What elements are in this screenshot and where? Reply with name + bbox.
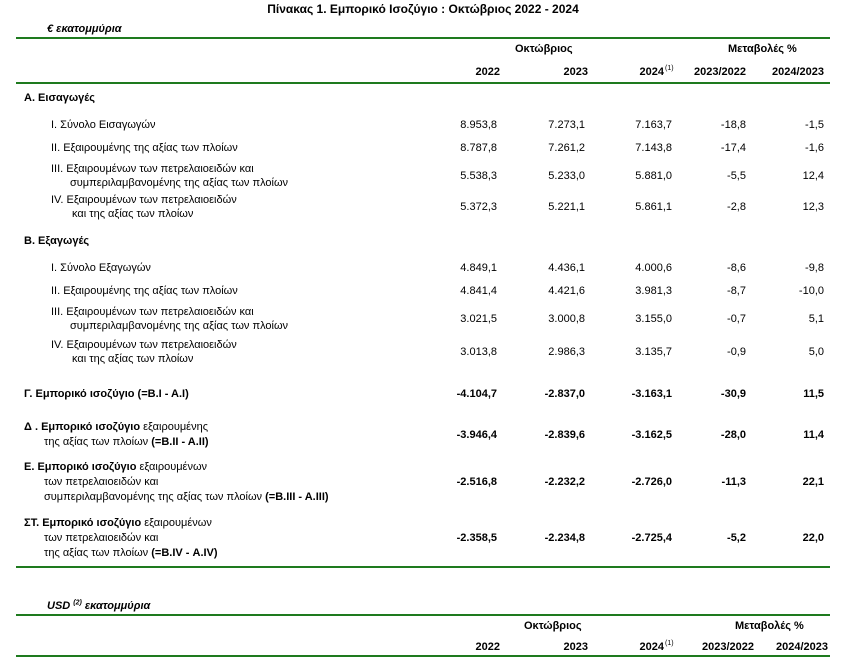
row-label: I. Σύνολο Εξαγωγών [51, 262, 151, 274]
cell: -2,8 [727, 201, 746, 213]
cell: -18,8 [720, 119, 746, 131]
cell: 3.135,7 [635, 346, 672, 358]
table-top-rule [16, 37, 830, 39]
usd-header-rule [16, 655, 830, 657]
cell: 7.273,1 [548, 119, 585, 131]
cell: 3.981,3 [635, 285, 672, 297]
cell: 5,1 [808, 313, 824, 325]
cell: -1,5 [805, 119, 824, 131]
header-rule [16, 82, 830, 84]
row-label-cont: και της αξίας των πλοίων [72, 353, 194, 365]
balance-label-cont: των πετρελαιοειδών και [44, 476, 159, 488]
cell: -8,6 [727, 262, 746, 274]
cell: 12,3 [802, 201, 824, 213]
cell: 5.233,0 [548, 170, 585, 182]
cell: -2.726,0 [631, 476, 672, 488]
cell: -30,9 [720, 388, 746, 400]
usd-header-2023-2022: 2023/2022 [702, 641, 754, 653]
usd-header-changes: Μεταβολές % [735, 620, 804, 632]
cell: 5,0 [808, 346, 824, 358]
row-label: I. Σύνολο Εισαγωγών [51, 119, 156, 131]
cell: -2.358,5 [456, 532, 497, 544]
header-october: Οκτώβριος [515, 43, 573, 55]
balance-label: Γ. Εμπορικό ισοζύγιο (=Β.Ι - Α.Ι) [24, 388, 189, 400]
cell: -4.104,7 [456, 388, 497, 400]
cell: 7.143,8 [635, 142, 672, 154]
cell: -9,8 [805, 262, 824, 274]
header-2023-2022: 2023/2022 [694, 66, 746, 78]
cell: 8.787,8 [460, 142, 497, 154]
cell: -2.725,4 [631, 532, 672, 544]
header-changes: Μεταβολές % [728, 43, 797, 55]
cell: 11,5 [803, 388, 824, 400]
cell: 2.986,3 [548, 346, 585, 358]
row-label: IV. Εξαιρουμένων των πετρελαιοειδών [51, 339, 237, 351]
cell: -2.516,8 [456, 476, 497, 488]
balance-label: Ε. Εμπορικό ισοζύγιο εξαιρουμένων [24, 461, 208, 473]
section-imports: Α. Εισαγωγές [24, 92, 95, 104]
row-label: IV. Εξαιρουμένων των πετρελαιοειδών [51, 194, 237, 206]
cell: 7.261,2 [548, 142, 585, 154]
header-2024-footnote: (1) [665, 65, 674, 72]
cell: 3.021,5 [460, 313, 497, 325]
row-label: II. Εξαιρουμένης της αξίας των πλοίων [51, 285, 238, 297]
balance-label: Δ . Εμπορικό ισοζύγιο εξαιρουμένης [24, 421, 208, 433]
balance-label-cont: της αξίας των πλοίων (=Β.ΙΙ - Α.ΙΙ) [44, 436, 209, 448]
cell: 5.221,1 [548, 201, 585, 213]
cell: 5.372,3 [460, 201, 497, 213]
cell: -5,2 [727, 532, 746, 544]
cell: 4.436,1 [548, 262, 585, 274]
cell: 4.849,1 [460, 262, 497, 274]
usd-header-2024: 2024 [639, 641, 664, 653]
cell: 22,0 [802, 532, 824, 544]
row-label-cont: συμπεριλαμβανομένης της αξίας των πλοίων [70, 320, 289, 332]
usd-header-2022: 2022 [475, 641, 500, 653]
cell: 4.000,6 [635, 262, 672, 274]
cell: -11,3 [721, 476, 746, 488]
row-label-cont: συμπεριλαμβανομένης της αξίας των πλοίων [70, 177, 289, 189]
row-label: III. Εξαιρουμένων των πετρελαιοειδών και [51, 163, 254, 175]
section-exports: Β. Εξαγωγές [24, 235, 90, 247]
unit-label-eur: € εκατομμύρια [47, 23, 122, 35]
balance-label-cont: των πετρελαιοειδών και [44, 532, 159, 544]
cell: 4.841,4 [460, 285, 497, 297]
cell: -3.946,4 [456, 429, 497, 441]
cell: 3.013,8 [460, 346, 497, 358]
row-label: III. Εξαιρουμένων των πετρελαιοειδών και [51, 306, 254, 318]
cell: -5,5 [727, 170, 746, 182]
cell: 4.421,6 [548, 285, 585, 297]
cell: 3.155,0 [635, 313, 672, 325]
header-2024: 2024 [639, 66, 664, 78]
cell: -2.232,2 [544, 476, 585, 488]
header-2024-2023: 2024/2023 [772, 66, 824, 78]
cell: 11,4 [803, 429, 824, 441]
cell: -2.837,0 [544, 388, 585, 400]
cell: -2.234,8 [544, 532, 585, 544]
cell: 22,1 [802, 476, 824, 488]
cell: -0,7 [727, 313, 746, 325]
cell: -2.839,6 [544, 429, 585, 441]
usd-header-2023: 2023 [563, 641, 588, 653]
usd-header-2024-footnote: (1) [665, 640, 674, 647]
usd-header-october: Οκτώβριος [524, 620, 582, 632]
row-label: II. Εξαιρουμένης της αξίας των πλοίων [51, 142, 238, 154]
cell: 5.861,1 [635, 201, 672, 213]
cell: 12,4 [802, 170, 824, 182]
usd-header-2024-2023: 2024/2023 [776, 641, 828, 653]
header-2023: 2023 [563, 66, 588, 78]
table-bottom-rule [16, 566, 830, 568]
row-label-cont: και της αξίας των πλοίων [72, 208, 194, 220]
cell: -28,0 [720, 429, 746, 441]
cell: 3.000,8 [548, 313, 585, 325]
cell: -10,0 [798, 285, 824, 297]
cell: -8,7 [727, 285, 746, 297]
cell: 5.881,0 [635, 170, 672, 182]
balance-label: ΣΤ. Εμπορικό ισοζύγιο εξαιρουμένων [24, 517, 212, 529]
cell: 7.163,7 [635, 119, 672, 131]
page-title: Πίνακας 1. Εμπορικό Ισοζύγιο : Οκτώβριος 2022 - 2024 [267, 2, 579, 16]
balance-label-cont: της αξίας των πλοίων (=Β.ΙV - Α.ΙV) [44, 547, 218, 559]
cell: -1,6 [805, 142, 824, 154]
unit-label-usd: USD $^{(2)}$ εκατομμύρια [47, 599, 151, 612]
cell: -0,9 [727, 346, 746, 358]
usd-table-top-rule [16, 614, 830, 616]
cell: -3.163,1 [631, 388, 672, 400]
balance-label-cont: συμπεριλαμβανομένης της αξίας των πλοίων (=Β.ΙΙΙ - Α.ΙΙΙ) [44, 491, 329, 503]
cell: 8.953,8 [460, 119, 497, 131]
cell: -17,4 [720, 142, 746, 154]
header-2022: 2022 [475, 66, 500, 78]
cell: -3.162,5 [631, 429, 672, 441]
cell: 5.538,3 [460, 170, 497, 182]
